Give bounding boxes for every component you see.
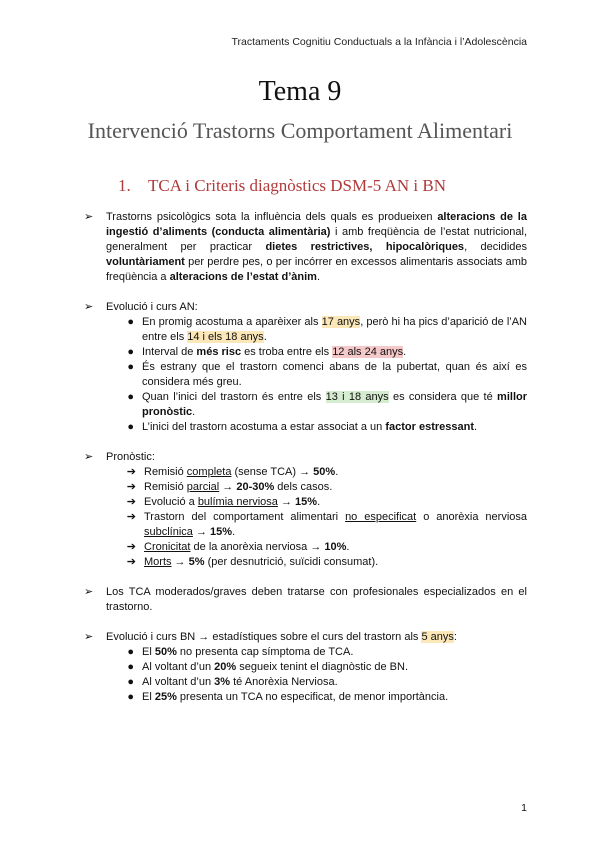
text: , decidides	[464, 241, 527, 253]
list-item	[106, 480, 527, 495]
highlight: 5 anys	[421, 631, 454, 643]
bold-text: millor pronòstic	[142, 391, 527, 418]
bold-text: 20-30%	[236, 481, 275, 493]
an-block	[84, 300, 527, 435]
text: →	[219, 481, 237, 493]
item-text	[142, 675, 527, 690]
text: .	[232, 526, 236, 538]
bold-text: dietes restrictives, hipocalòriques	[265, 241, 465, 253]
dot-bullet-icon: ●	[127, 316, 134, 328]
bold-text: 10%	[324, 541, 347, 553]
running-header: Tractaments Cognitiu Conductuals a la Infància i l’Adolescència	[231, 36, 527, 48]
text: Evolució a	[144, 496, 198, 508]
note-block	[84, 585, 527, 615]
right-arrow-icon: ➔	[126, 496, 136, 508]
underlined-text: subclínica	[144, 526, 193, 538]
text: Trastorn del comportament alimentari	[144, 511, 346, 523]
bold-text: 3%	[214, 676, 231, 688]
text: Al voltant d’un	[142, 676, 215, 688]
text: presenta un TCA no especificat, de menor importància.	[176, 691, 449, 703]
item-text	[144, 510, 527, 540]
text: En promig acostuma a aparèixer als	[142, 316, 322, 328]
item-text	[144, 465, 527, 480]
list-item	[106, 660, 527, 675]
text: no presenta cap símptoma de TCA.	[176, 646, 354, 658]
item-text	[144, 480, 527, 495]
dot-bullet-icon: ●	[127, 391, 134, 403]
text: .	[335, 466, 339, 478]
text: , però hi ha pics d’aparició de l’AN entre els	[142, 316, 527, 343]
bold-text: 15%	[295, 496, 318, 508]
item-text	[142, 360, 527, 390]
highlight: 13 i 18 anys	[325, 391, 389, 403]
dot-bullet-icon: ●	[127, 346, 134, 358]
arrow-bullet-icon: ➢	[84, 301, 94, 313]
prognosis-block	[84, 450, 527, 570]
text: o anorèxia nerviosa	[416, 511, 528, 523]
text: Quan l’inici del trastorn és entre els	[142, 391, 326, 403]
an-section	[106, 300, 527, 435]
text: per perdre pes, o per incórrer en excessos alimentaris associats amb freqüència a	[106, 256, 527, 283]
bold-text: 50%	[154, 646, 177, 658]
text: de la anorèxia nerviosa →	[190, 541, 325, 553]
right-arrow-icon: ➔	[126, 466, 136, 478]
dot-bullet-icon: ●	[127, 676, 134, 688]
text: Evolució i curs BN → estadístiques sobre el curs del trastorn als	[106, 631, 422, 643]
underlined-text: Morts	[144, 556, 172, 568]
list-item	[106, 420, 527, 435]
text: :	[453, 631, 457, 643]
list-item	[106, 540, 527, 555]
text: Al voltant d’un	[142, 661, 215, 673]
item-text	[142, 390, 527, 420]
item-text	[142, 420, 527, 435]
dot-bullet-icon: ●	[127, 421, 134, 433]
bn-list	[106, 645, 527, 705]
item-text	[144, 555, 527, 570]
bold-text: alteracions de la ingestió d’aliments (conducta alimentària)	[106, 211, 527, 238]
page-title: Tema 9	[258, 76, 342, 107]
text: És estrany que el trastorn comenci abans de la pubertat, quan és així es considera més greu.	[142, 361, 527, 388]
intro-block	[84, 210, 527, 285]
text: (per desnutrició, suïcidi consumat).	[204, 556, 379, 568]
intro-paragraph	[106, 210, 527, 285]
note-paragraph: Los TCA moderados/graves deben tratarse con profesionales especializados en el trastorno.	[106, 586, 527, 613]
text: El	[142, 691, 155, 703]
text: .	[346, 541, 350, 553]
bold-text: 50%	[313, 466, 336, 478]
list-item	[106, 675, 527, 690]
document-body	[84, 210, 527, 720]
underlined-text: bulímia nerviosa	[197, 496, 278, 508]
arrow-bullet-icon: ➢	[84, 451, 94, 463]
list-item	[106, 690, 527, 705]
list-item	[106, 390, 527, 420]
text: .	[192, 406, 196, 418]
page-subtitle: Intervenció Trastorns Comportament Alimentari	[87, 118, 513, 143]
right-arrow-icon: ➔	[126, 481, 136, 493]
item-text	[142, 315, 527, 345]
bold-text: alteracions de l’estat d’ànim	[169, 271, 317, 283]
page-number: 1	[521, 802, 527, 814]
section-heading	[118, 176, 446, 196]
list-item	[106, 345, 527, 360]
prognosis-title: Pronòstic:	[106, 451, 155, 463]
an-list	[106, 315, 527, 435]
text: →	[192, 526, 211, 538]
right-arrow-icon: ➔	[126, 541, 136, 553]
list-item	[106, 495, 527, 510]
item-text	[144, 495, 527, 510]
underlined-text: parcial	[186, 481, 220, 493]
bold-text: 20%	[214, 661, 237, 673]
text: →	[171, 556, 189, 568]
text: .	[317, 496, 321, 508]
arrow-bullet-icon: ➢	[84, 586, 94, 598]
right-arrow-icon: ➔	[126, 556, 136, 568]
dot-bullet-icon: ●	[127, 361, 134, 373]
underlined-text: completa	[186, 466, 232, 478]
text: i amb freqüència de l’estat nutricional, generalment per practicar	[106, 226, 528, 253]
list-item	[106, 465, 527, 480]
text: es considera que té	[388, 391, 498, 403]
bn-block	[84, 630, 527, 705]
bn-section	[106, 630, 527, 705]
text: (sense TCA) →	[231, 466, 314, 478]
dot-bullet-icon: ●	[127, 691, 134, 703]
text: .	[403, 346, 407, 358]
text: segueix tenint el diagnòstic de BN.	[236, 661, 409, 673]
highlight: 14 i els 18 anys	[187, 331, 264, 343]
list-item	[106, 510, 527, 540]
bold-text: factor estressant	[385, 421, 475, 433]
bold-text: 25%	[154, 691, 177, 703]
item-text	[142, 690, 527, 705]
bold-text: més risc	[196, 346, 242, 358]
text: Remisió	[144, 466, 187, 478]
dot-bullet-icon: ●	[127, 661, 134, 673]
list-item	[106, 360, 527, 390]
prognosis-list	[106, 465, 527, 570]
item-text	[144, 540, 527, 555]
right-arrow-icon: ➔	[126, 511, 136, 523]
text: El	[142, 646, 155, 658]
list-item	[106, 315, 527, 345]
text: es troba entre els	[241, 346, 333, 358]
text: .	[316, 271, 321, 283]
text: →	[277, 496, 296, 508]
text: Trastorns psicològics sota la influència dels quals es produeixen	[106, 211, 438, 223]
text: dels casos.	[274, 481, 333, 493]
bn-title	[106, 630, 527, 645]
item-text	[142, 660, 527, 675]
list-item	[106, 645, 527, 660]
highlight: 17 anys	[321, 316, 361, 328]
arrow-bullet-icon: ➢	[84, 631, 94, 643]
item-text	[142, 345, 527, 360]
text: .	[263, 331, 267, 343]
an-title: Evolució i curs AN:	[106, 301, 198, 313]
highlight: 12 als 24 anys	[332, 346, 404, 358]
bold-text: 15%	[210, 526, 233, 538]
text: Interval de	[142, 346, 197, 358]
section-title: TCA i Criteris diagnòstics DSM-5 AN i BN	[148, 176, 446, 195]
bold-text: 5%	[188, 556, 205, 568]
arrow-bullet-icon: ➢	[84, 211, 94, 223]
text: L’inici del trastorn acostuma a estar associat a un	[142, 421, 386, 433]
list-item	[106, 555, 527, 570]
text: .	[474, 421, 478, 433]
prognosis-section	[106, 450, 527, 570]
item-text	[142, 645, 527, 660]
bold-text: voluntàriament	[106, 256, 185, 268]
text: Remisió	[144, 481, 187, 493]
text: té Anorèxia Nerviosa.	[230, 676, 338, 688]
underlined-text: no especificat	[345, 511, 417, 523]
underlined-text: Cronicitat	[144, 541, 191, 553]
dot-bullet-icon: ●	[127, 646, 134, 658]
section-number: 1.	[118, 176, 131, 195]
